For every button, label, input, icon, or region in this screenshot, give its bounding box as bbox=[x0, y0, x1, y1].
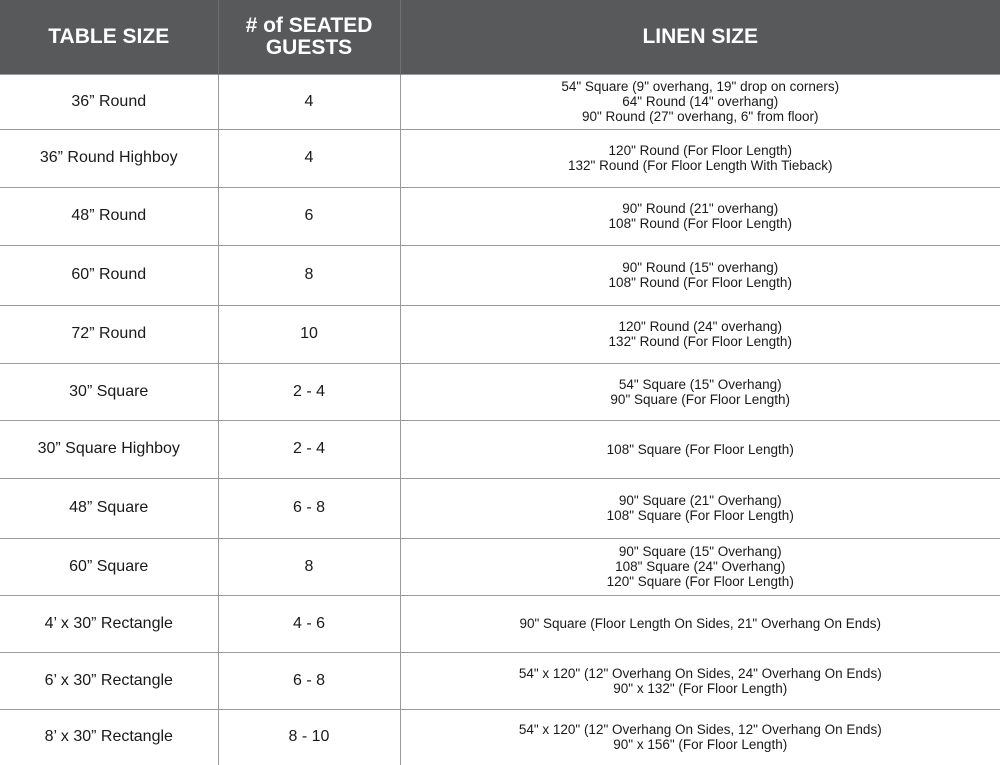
seated-guests-cell: 4 - 6 bbox=[218, 595, 400, 652]
seated-guests-cell: 6 bbox=[218, 187, 400, 245]
linen-option: 64" Round (14" overhang) bbox=[622, 94, 779, 109]
linen-option: 120" Square (For Floor Length) bbox=[606, 574, 794, 589]
table-size-cell: 60” Square bbox=[0, 538, 218, 595]
linen-option: 54" Square (9" overhang, 19" drop on corners) bbox=[561, 79, 840, 94]
linen-option: 108" Square (24" Overhang) bbox=[615, 559, 786, 574]
seated-guests-cell: 2 - 4 bbox=[218, 420, 400, 478]
linen-size-cell bbox=[400, 652, 1000, 709]
table-row bbox=[0, 709, 1000, 765]
seated-guests-cell: 10 bbox=[218, 305, 400, 363]
linen-option: 108" Round (For Floor Length) bbox=[608, 275, 792, 290]
linen-size-cell bbox=[400, 74, 1000, 129]
table-row bbox=[0, 305, 1000, 363]
header-table-size: TABLE SIZE bbox=[48, 24, 170, 48]
linen-option: 90" Square (21" Overhang) bbox=[618, 493, 782, 508]
table-size-cell: 36” Round bbox=[0, 74, 218, 129]
linen-option: 90" x 156" (For Floor Length) bbox=[613, 737, 788, 753]
linen-option: 90" Square (Floor Length On Sides, 21" Overhang On Ends) bbox=[519, 616, 882, 631]
linen-size-cell bbox=[400, 478, 1000, 538]
table-size-cell: 48” Round bbox=[0, 187, 218, 245]
linen-option: 120" Round (For Floor Length) bbox=[608, 143, 792, 158]
linen-size-cell bbox=[400, 420, 1000, 478]
header-guests-line: # of SEATED bbox=[245, 13, 373, 37]
seated-guests-cell: 2 - 4 bbox=[218, 363, 400, 420]
linen-option: 108" Round (For Floor Length) bbox=[608, 216, 792, 231]
table-header bbox=[0, 0, 1000, 74]
linen-option: 54" x 120" (12" Overhang On Sides, 12" Overhang On Ends) bbox=[518, 722, 882, 738]
table-size-cell: 4’ x 30” Rectangle bbox=[0, 595, 218, 652]
seated-guests-cell: 4 bbox=[218, 129, 400, 187]
table-size-cell: 6’ x 30” Rectangle bbox=[0, 652, 218, 709]
linen-size-cell bbox=[400, 129, 1000, 187]
linen-option: 108" Square (For Floor Length) bbox=[606, 508, 794, 523]
linen-option: 90" Square (15" Overhang) bbox=[618, 544, 782, 559]
seated-guests-cell: 4 bbox=[218, 74, 400, 129]
linen-size-cell bbox=[400, 363, 1000, 420]
table-size-cell: 30” Square bbox=[0, 363, 218, 420]
table-size-cell: 72” Round bbox=[0, 305, 218, 363]
table-row bbox=[0, 245, 1000, 305]
linen-size-cell bbox=[400, 538, 1000, 595]
linen-option: 132" Round (For Floor Length) bbox=[608, 334, 792, 349]
table-row bbox=[0, 74, 1000, 129]
linen-option: 132" Round (For Floor Length With Tieback) bbox=[568, 158, 833, 173]
table-row bbox=[0, 652, 1000, 709]
table-row bbox=[0, 420, 1000, 478]
seated-guests-cell: 6 - 8 bbox=[218, 652, 400, 709]
linen-option: 54" Square (15" Overhang) bbox=[618, 376, 782, 392]
linen-option: 90" Round (21" overhang) bbox=[622, 201, 779, 216]
table-row bbox=[0, 538, 1000, 595]
table-row bbox=[0, 363, 1000, 420]
table-size-cell: 48” Square bbox=[0, 478, 218, 538]
linen-option: 108" Square (For Floor Length) bbox=[606, 441, 794, 457]
linen-option: 90" Square (For Floor Length) bbox=[610, 391, 791, 407]
table-size-cell: 8’ x 30” Rectangle bbox=[0, 709, 218, 765]
linen-option: 90" x 132" (For Floor Length) bbox=[613, 680, 788, 696]
linen-option: 54" x 120" (12" Overhang On Sides, 24" Overhang On Ends) bbox=[518, 665, 882, 681]
header-row bbox=[0, 0, 1000, 74]
linen-option: 90" Round (27" overhang, 6" from floor) bbox=[581, 109, 819, 124]
table-row bbox=[0, 478, 1000, 538]
table-row bbox=[0, 187, 1000, 245]
seated-guests-cell: 8 bbox=[218, 538, 400, 595]
header-seated-guests bbox=[218, 0, 400, 74]
seated-guests-cell: 8 bbox=[218, 245, 400, 305]
table-size-cell: 36” Round Highboy bbox=[0, 129, 218, 187]
table-size-cell: 60” Round bbox=[0, 245, 218, 305]
linen-size-cell bbox=[400, 245, 1000, 305]
table-row bbox=[0, 595, 1000, 652]
header-linen-size: LINEN SIZE bbox=[400, 0, 1000, 74]
table-size-cell: 30” Square Highboy bbox=[0, 420, 218, 478]
linen-size-cell bbox=[400, 595, 1000, 652]
table-row bbox=[0, 129, 1000, 187]
linen-option: 90" Round (15" overhang) bbox=[622, 260, 779, 275]
linen-size-cell bbox=[400, 709, 1000, 765]
seated-guests-cell: 6 - 8 bbox=[218, 478, 400, 538]
linen-size-cell bbox=[400, 187, 1000, 245]
linen-size-cell bbox=[400, 305, 1000, 363]
header-guests-line: GUESTS bbox=[265, 35, 353, 59]
linen-option: 120" Round (24" overhang) bbox=[618, 319, 782, 334]
table-body bbox=[0, 74, 1000, 765]
seated-guests-cell: 8 - 10 bbox=[218, 709, 400, 765]
